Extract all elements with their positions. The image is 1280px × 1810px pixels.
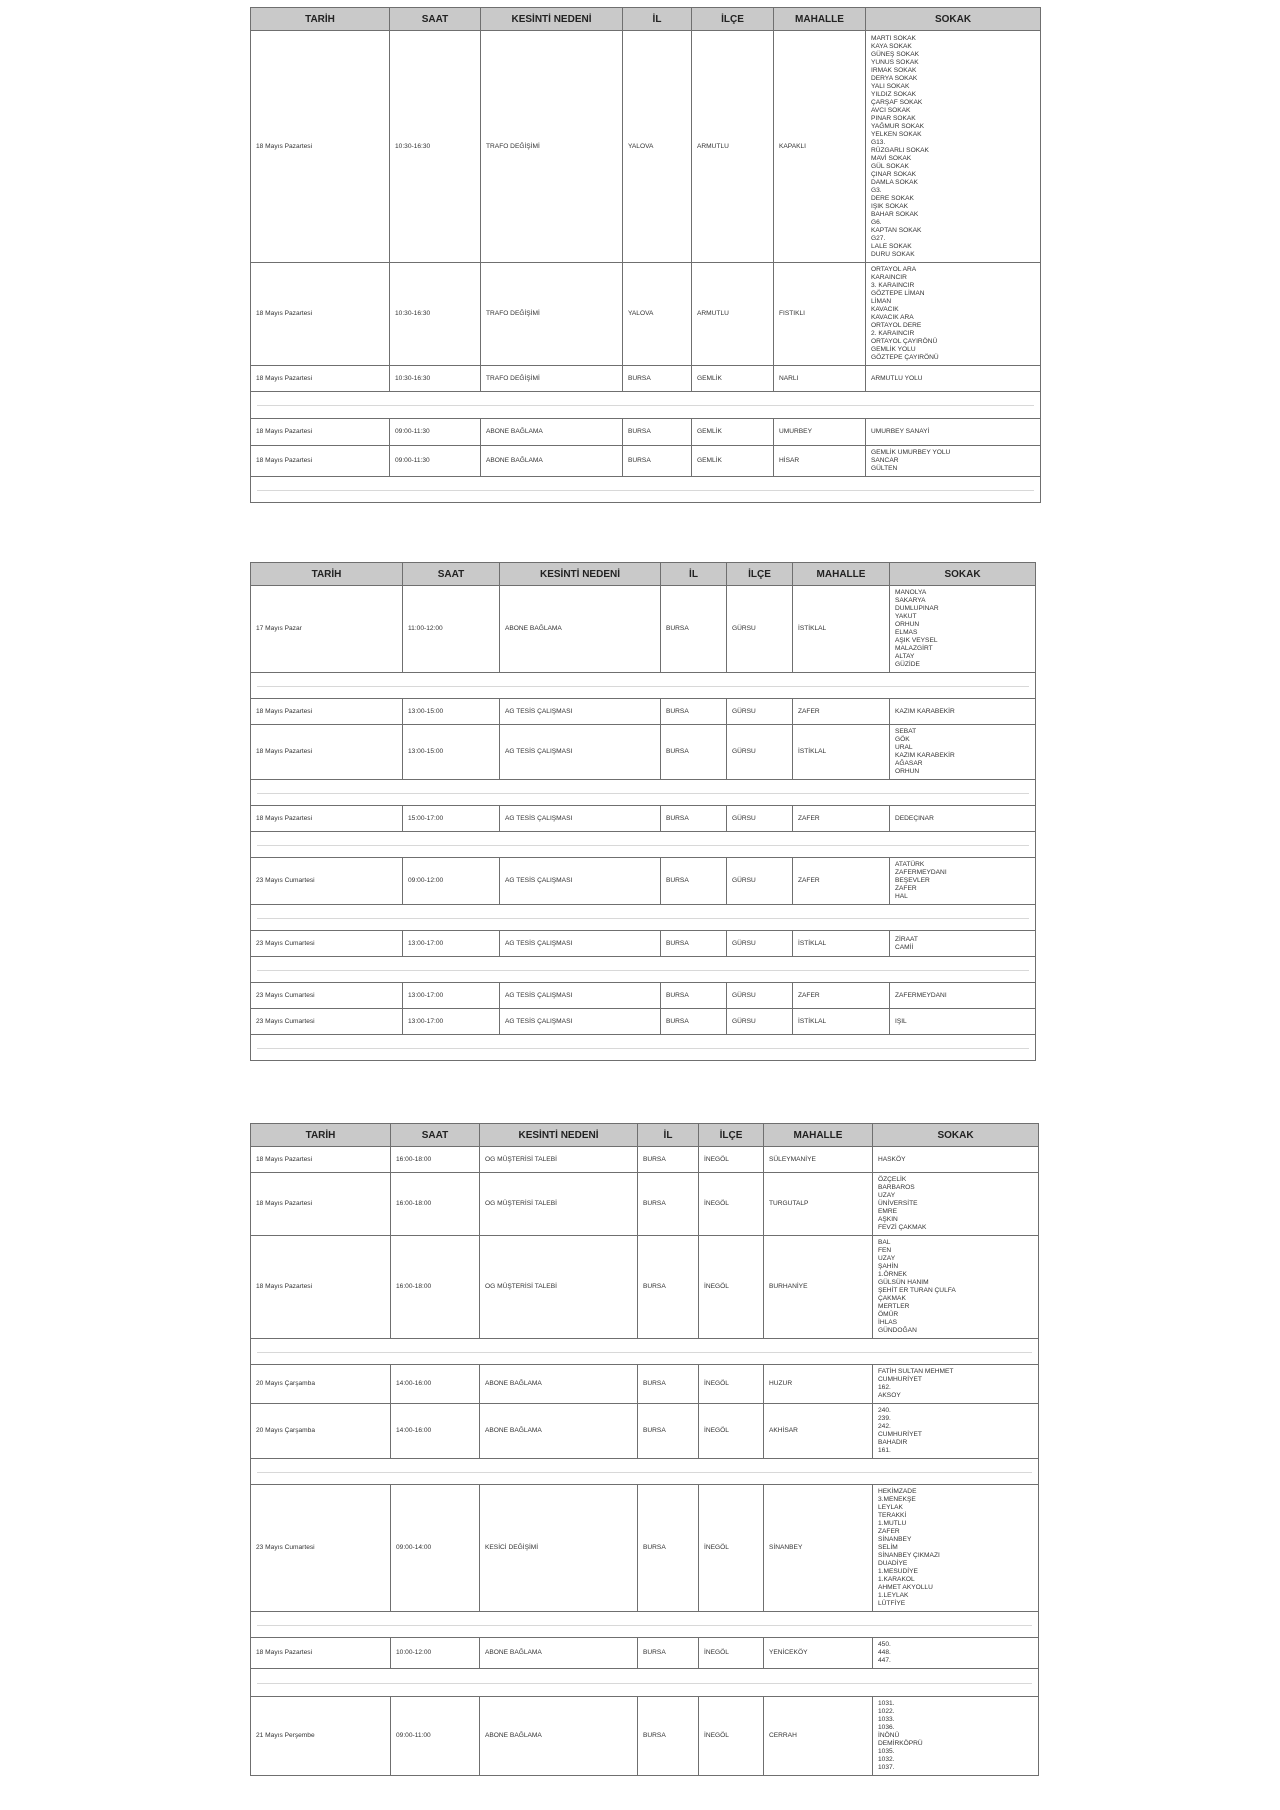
neighborhood-cell: KAPAKLI <box>774 31 866 263</box>
reason-cell: ABONE BAĞLAMA <box>500 586 661 673</box>
reason-cell: AG TESİS ÇALIŞMASI <box>500 983 661 1009</box>
neighborhood-cell: SİNANBEY <box>764 1485 873 1612</box>
province-cell: BURSA <box>638 1697 699 1776</box>
separator-line <box>257 1625 1032 1626</box>
date-cell: 18 Mayıs Pazartesi <box>251 446 390 477</box>
table-row <box>251 1638 1039 1669</box>
separator-row <box>251 1339 1039 1365</box>
street-cell: HEKİMZADE 3.MENEKŞE LEYLAK TERAKKİ 1.MUTLU ZAFER SİNANBEY SELİM SİNANBEY ÇIKMAZI DUADİYE 1.MESUDİYE 1.KARAKOL AHMET AKYOLLU 1.LEYLAK LÜTFİYE <box>873 1485 1039 1612</box>
district-cell: ARMUTLU <box>692 263 774 366</box>
date-cell: 17 Mayıs Pazar <box>251 586 403 673</box>
column-header-province: İL <box>623 8 692 31</box>
neighborhood-cell: İSTİKLAL <box>793 725 890 780</box>
separator-row <box>251 957 1036 983</box>
column-header-street: SOKAK <box>890 563 1036 586</box>
column-header-district: İLÇE <box>699 1124 764 1147</box>
street-cell: GEMLİK UMURBEY YOLU SANCAR GÜLTEN <box>866 446 1041 477</box>
district-cell: GÜRSU <box>727 699 793 725</box>
neighborhood-cell: HİSAR <box>774 446 866 477</box>
date-cell: 18 Mayıs Pazartesi <box>251 1236 391 1339</box>
separator-line <box>257 1683 1032 1684</box>
neighborhood-cell: İSTİKLAL <box>793 1009 890 1035</box>
neighborhood-cell: BURHANİYE <box>764 1236 873 1339</box>
separator-line <box>257 1048 1029 1049</box>
time-cell: 15:00-17:00 <box>403 806 500 832</box>
column-header-reason: KESİNTİ NEDENİ <box>480 1124 638 1147</box>
street-cell: IŞIL <box>890 1009 1036 1035</box>
neighborhood-cell: FISTIKLI <box>774 263 866 366</box>
reason-cell: ABONE BAĞLAMA <box>480 1697 638 1776</box>
district-cell: GÜRSU <box>727 725 793 780</box>
separator-row <box>251 1669 1039 1697</box>
table-row <box>251 1009 1036 1035</box>
time-cell: 10:30-16:30 <box>390 366 481 392</box>
street-cell: 240. 239. 242. CUMHURİYET BAHADIR 161. <box>873 1404 1039 1459</box>
table-row <box>251 1485 1039 1612</box>
separator-row <box>251 1612 1039 1638</box>
province-cell: BURSA <box>638 1147 699 1173</box>
separator-cell <box>251 1459 1039 1485</box>
neighborhood-cell: CERRAH <box>764 1697 873 1776</box>
reason-cell: AG TESİS ÇALIŞMASI <box>500 931 661 957</box>
time-cell: 09:00-12:00 <box>403 858 500 905</box>
separator-cell <box>251 1612 1039 1638</box>
district-cell: GEMLİK <box>692 419 774 446</box>
separator-cell <box>251 1035 1036 1061</box>
district-cell: GEMLİK <box>692 446 774 477</box>
column-header-district: İLÇE <box>692 8 774 31</box>
reason-cell: TRAFO DEĞİŞİMİ <box>481 263 623 366</box>
reason-cell: ABONE BAĞLAMA <box>480 1404 638 1459</box>
time-cell: 09:00-11:30 <box>390 419 481 446</box>
table-row <box>251 699 1036 725</box>
separator-row <box>251 392 1041 419</box>
time-cell: 16:00-18:00 <box>391 1236 480 1339</box>
separator-line <box>257 1472 1032 1473</box>
province-cell: BURSA <box>661 931 727 957</box>
street-cell: DEDEÇINAR <box>890 806 1036 832</box>
separator-cell <box>251 673 1036 699</box>
table-row <box>251 1404 1039 1459</box>
district-cell: İNEGÖL <box>699 1404 764 1459</box>
table-row <box>251 1173 1039 1236</box>
street-cell: UMURBEY SANAYİ <box>866 419 1041 446</box>
street-cell: KAZIM KARABEKİR <box>890 699 1036 725</box>
neighborhood-cell: ZAFER <box>793 806 890 832</box>
date-cell: 18 Mayıs Pazartesi <box>251 806 403 832</box>
province-cell: BURSA <box>661 699 727 725</box>
separator-line <box>257 1352 1032 1353</box>
neighborhood-cell: İSTİKLAL <box>793 931 890 957</box>
separator-cell <box>251 905 1036 931</box>
reason-cell: KESİCİ DEĞİŞİMİ <box>480 1485 638 1612</box>
table-row <box>251 725 1036 780</box>
neighborhood-cell: ZAFER <box>793 858 890 905</box>
street-cell: ÖZÇELİK BARBAROS UZAY ÜNİVERSİTE EMRE AŞKIN FEVZİ ÇAKMAK <box>873 1173 1039 1236</box>
separator-cell <box>251 832 1036 858</box>
time-cell: 13:00-15:00 <box>403 699 500 725</box>
province-cell: BURSA <box>661 725 727 780</box>
neighborhood-cell: YENİCEKÖY <box>764 1638 873 1669</box>
separator-cell <box>251 1339 1039 1365</box>
column-header-province: İL <box>661 563 727 586</box>
column-header-reason: KESİNTİ NEDENİ <box>481 8 623 31</box>
outage-table-1 <box>250 7 1040 503</box>
date-cell: 23 Mayıs Cumartesi <box>251 931 403 957</box>
district-cell: GÜRSU <box>727 858 793 905</box>
district-cell: İNEGÖL <box>699 1485 764 1612</box>
district-cell: İNEGÖL <box>699 1147 764 1173</box>
time-cell: 09:00-11:30 <box>390 446 481 477</box>
column-header-neighborhood: MAHALLE <box>793 563 890 586</box>
street-cell: MARTI SOKAK KAYA SOKAK GÜNEŞ SOKAK YUNUS SOKAK IRMAK SOKAK DERYA SOKAK YALI SOKAK YILDIZ SOKAK ÇARŞAF SOKAK AVCI SOKAK PINAR SOKAK YAĞMUR SOKAK YELKEN SOKAK G13. RÜZGARLI SOKAK MAVİ SOKAK GÜL SOKAK ÇINAR SOKAK DAMLA SOKAK G3. DERE SOKAK IŞIK SOKAK BAHAR SOKAK G6. KAPTAN SOKAK G27. LALE SOKAK DURU SOKAK <box>866 31 1041 263</box>
outage-table-3 <box>250 1123 1038 1776</box>
column-header-date: TARİH <box>251 563 403 586</box>
column-header-time: SAAT <box>391 1124 480 1147</box>
table-row <box>251 1236 1039 1339</box>
outage-table <box>250 562 1036 1061</box>
province-cell: BURSA <box>661 983 727 1009</box>
column-header-district: İLÇE <box>727 563 793 586</box>
separator-cell <box>251 477 1041 503</box>
table-row <box>251 31 1041 263</box>
reason-cell: OG MÜŞTERİSİ TALEBİ <box>480 1236 638 1339</box>
street-cell: 450. 448. 447. <box>873 1638 1039 1669</box>
province-cell: YALOVA <box>623 263 692 366</box>
time-cell: 13:00-15:00 <box>403 725 500 780</box>
separator-row <box>251 832 1036 858</box>
column-header-province: İL <box>638 1124 699 1147</box>
district-cell: İNEGÖL <box>699 1697 764 1776</box>
street-cell: 1031. 1022. 1033. 1036. İNÖNÜ DEMİRKÖPRÜ 1035. 1032. 1037. <box>873 1697 1039 1776</box>
reason-cell: AG TESİS ÇALIŞMASI <box>500 1009 661 1035</box>
street-cell: FATİH SULTAN MEHMET CUMHURİYET 162. AKSOY <box>873 1365 1039 1404</box>
table-row <box>251 983 1036 1009</box>
table-row <box>251 419 1041 446</box>
province-cell: BURSA <box>638 1638 699 1669</box>
time-cell: 09:00-14:00 <box>391 1485 480 1612</box>
province-cell: YALOVA <box>623 31 692 263</box>
reason-cell: AG TESİS ÇALIŞMASI <box>500 699 661 725</box>
province-cell: BURSA <box>638 1365 699 1404</box>
reason-cell: ABONE BAĞLAMA <box>480 1365 638 1404</box>
reason-cell: TRAFO DEĞİŞİMİ <box>481 366 623 392</box>
time-cell: 16:00-18:00 <box>391 1173 480 1236</box>
time-cell: 16:00-18:00 <box>391 1147 480 1173</box>
time-cell: 14:00-16:00 <box>391 1404 480 1459</box>
separator-cell <box>251 1669 1039 1697</box>
neighborhood-cell: SÜLEYMANİYE <box>764 1147 873 1173</box>
date-cell: 23 Mayıs Cumartesi <box>251 1009 403 1035</box>
neighborhood-cell: UMURBEY <box>774 419 866 446</box>
province-cell: BURSA <box>638 1173 699 1236</box>
date-cell: 18 Mayıs Pazartesi <box>251 1173 391 1236</box>
separator-row <box>251 780 1036 806</box>
separator-cell <box>251 957 1036 983</box>
column-header-neighborhood: MAHALLE <box>764 1124 873 1147</box>
date-cell: 18 Mayıs Pazartesi <box>251 366 390 392</box>
district-cell: İNEGÖL <box>699 1365 764 1404</box>
reason-cell: AG TESİS ÇALIŞMASI <box>500 858 661 905</box>
district-cell: GÜRSU <box>727 806 793 832</box>
neighborhood-cell: AKHİSAR <box>764 1404 873 1459</box>
date-cell: 20 Mayıs Çarşamba <box>251 1365 391 1404</box>
province-cell: BURSA <box>661 1009 727 1035</box>
street-cell: HASKÖY <box>873 1147 1039 1173</box>
reason-cell: OG MÜŞTERİSİ TALEBİ <box>480 1173 638 1236</box>
separator-row <box>251 905 1036 931</box>
column-header-date: TARİH <box>251 1124 391 1147</box>
separator-cell <box>251 780 1036 806</box>
reason-cell: AG TESİS ÇALIŞMASI <box>500 806 661 832</box>
header-row <box>251 1124 1039 1147</box>
district-cell: İNEGÖL <box>699 1236 764 1339</box>
table-row <box>251 366 1041 392</box>
date-cell: 20 Mayıs Çarşamba <box>251 1404 391 1459</box>
separator-line <box>257 970 1029 971</box>
neighborhood-cell: HUZUR <box>764 1365 873 1404</box>
date-cell: 18 Mayıs Pazartesi <box>251 699 403 725</box>
date-cell: 18 Mayıs Pazartesi <box>251 419 390 446</box>
time-cell: 11:00-12:00 <box>403 586 500 673</box>
district-cell: GEMLİK <box>692 366 774 392</box>
outage-table-2 <box>250 562 1035 1061</box>
reason-cell: OG MÜŞTERİSİ TALEBİ <box>480 1147 638 1173</box>
table-row <box>251 1697 1039 1776</box>
district-cell: GÜRSU <box>727 1009 793 1035</box>
street-cell: SEBAT GÖK URAL KAZIM KARABEKİR AĞASAR ORHUN <box>890 725 1036 780</box>
street-cell: MANOLYA SAKARYA DUMLUPINAR YAKUT ORHUN ELMAS AŞIK VEYSEL MALAZGİRT ALTAY GÜZİDE <box>890 586 1036 673</box>
date-cell: 18 Mayıs Pazartesi <box>251 725 403 780</box>
column-header-reason: KESİNTİ NEDENİ <box>500 563 661 586</box>
reason-cell: ABONE BAĞLAMA <box>481 419 623 446</box>
separator-line <box>257 845 1029 846</box>
province-cell: BURSA <box>638 1485 699 1612</box>
date-cell: 23 Mayıs Cumartesi <box>251 858 403 905</box>
street-cell: ATATÜRK ZAFERMEYDANI BEŞEVLER ZAFER HAL <box>890 858 1036 905</box>
date-cell: 18 Mayıs Pazartesi <box>251 263 390 366</box>
table-row <box>251 1365 1039 1404</box>
neighborhood-cell: ZAFER <box>793 983 890 1009</box>
reason-cell: TRAFO DEĞİŞİMİ <box>481 31 623 263</box>
neighborhood-cell: İSTİKLAL <box>793 586 890 673</box>
time-cell: 13:00-17:00 <box>403 1009 500 1035</box>
street-cell: ARMUTLU YOLU <box>866 366 1041 392</box>
province-cell: BURSA <box>661 858 727 905</box>
province-cell: BURSA <box>661 586 727 673</box>
separator-row <box>251 1459 1039 1485</box>
separator-line <box>257 686 1029 687</box>
date-cell: 21 Mayıs Perşembe <box>251 1697 391 1776</box>
time-cell: 09:00-11:00 <box>391 1697 480 1776</box>
street-cell: ZAFERMEYDANI <box>890 983 1036 1009</box>
time-cell: 10:00-12:00 <box>391 1638 480 1669</box>
province-cell: BURSA <box>623 446 692 477</box>
outage-table <box>250 1123 1039 1776</box>
district-cell: ARMUTLU <box>692 31 774 263</box>
street-cell: ZİRAAT CAMİİ <box>890 931 1036 957</box>
header-row <box>251 563 1036 586</box>
date-cell: 18 Mayıs Pazartesi <box>251 31 390 263</box>
time-cell: 13:00-17:00 <box>403 931 500 957</box>
table-row <box>251 806 1036 832</box>
neighborhood-cell: ZAFER <box>793 699 890 725</box>
separator-line <box>257 918 1029 919</box>
time-cell: 10:30-16:30 <box>390 31 481 263</box>
street-cell: ORTAYOL ARA KARAINCIR 3. KARAINCIR GÖZTEPE LİMAN LİMAN KAVACIK KAVACIK ARA ORTAYOL DERE 2. KARAINCIR ORTAYOL ÇAYIRÖNÜ GEMLİK YOLU GÖZTEPE ÇAYIRÖNÜ <box>866 263 1041 366</box>
province-cell: BURSA <box>638 1236 699 1339</box>
province-cell: BURSA <box>623 366 692 392</box>
district-cell: GÜRSU <box>727 586 793 673</box>
column-header-street: SOKAK <box>873 1124 1039 1147</box>
table-row <box>251 263 1041 366</box>
reason-cell: ABONE BAĞLAMA <box>481 446 623 477</box>
province-cell: BURSA <box>638 1404 699 1459</box>
separator-line <box>257 490 1034 491</box>
reason-cell: ABONE BAĞLAMA <box>480 1638 638 1669</box>
date-cell: 23 Mayıs Cumartesi <box>251 1485 391 1612</box>
separator-row <box>251 673 1036 699</box>
district-cell: İNEGÖL <box>699 1638 764 1669</box>
reason-cell: AG TESİS ÇALIŞMASI <box>500 725 661 780</box>
district-cell: İNEGÖL <box>699 1173 764 1236</box>
table-row <box>251 931 1036 957</box>
time-cell: 13:00-17:00 <box>403 983 500 1009</box>
date-cell: 23 Mayıs Cumartesi <box>251 983 403 1009</box>
province-cell: BURSA <box>623 419 692 446</box>
date-cell: 18 Mayıs Pazartesi <box>251 1147 391 1173</box>
district-cell: GÜRSU <box>727 983 793 1009</box>
separator-row <box>251 1035 1036 1061</box>
separator-line <box>257 793 1029 794</box>
separator-row <box>251 477 1041 503</box>
separator-line <box>257 405 1034 406</box>
province-cell: BURSA <box>661 806 727 832</box>
table-row <box>251 586 1036 673</box>
date-cell: 18 Mayıs Pazartesi <box>251 1638 391 1669</box>
outage-table <box>250 7 1041 503</box>
table-row <box>251 446 1041 477</box>
time-cell: 14:00-16:00 <box>391 1365 480 1404</box>
column-header-date: TARİH <box>251 8 390 31</box>
header-row <box>251 8 1041 31</box>
neighborhood-cell: NARLI <box>774 366 866 392</box>
column-header-neighborhood: MAHALLE <box>774 8 866 31</box>
neighborhood-cell: TURGUTALP <box>764 1173 873 1236</box>
time-cell: 10:30-16:30 <box>390 263 481 366</box>
street-cell: BAL FEN UZAY ŞAHİN 1.ÖRNEK GÜLSÜN HANIM ŞEHİT ER TURAN ÇULFA ÇAKMAK MERTLER ÖMÜR İHLAS GÜNDOĞAN <box>873 1236 1039 1339</box>
table-row <box>251 1147 1039 1173</box>
separator-cell <box>251 392 1041 419</box>
column-header-time: SAAT <box>390 8 481 31</box>
column-header-time: SAAT <box>403 563 500 586</box>
district-cell: GÜRSU <box>727 931 793 957</box>
table-row <box>251 858 1036 905</box>
column-header-street: SOKAK <box>866 8 1041 31</box>
